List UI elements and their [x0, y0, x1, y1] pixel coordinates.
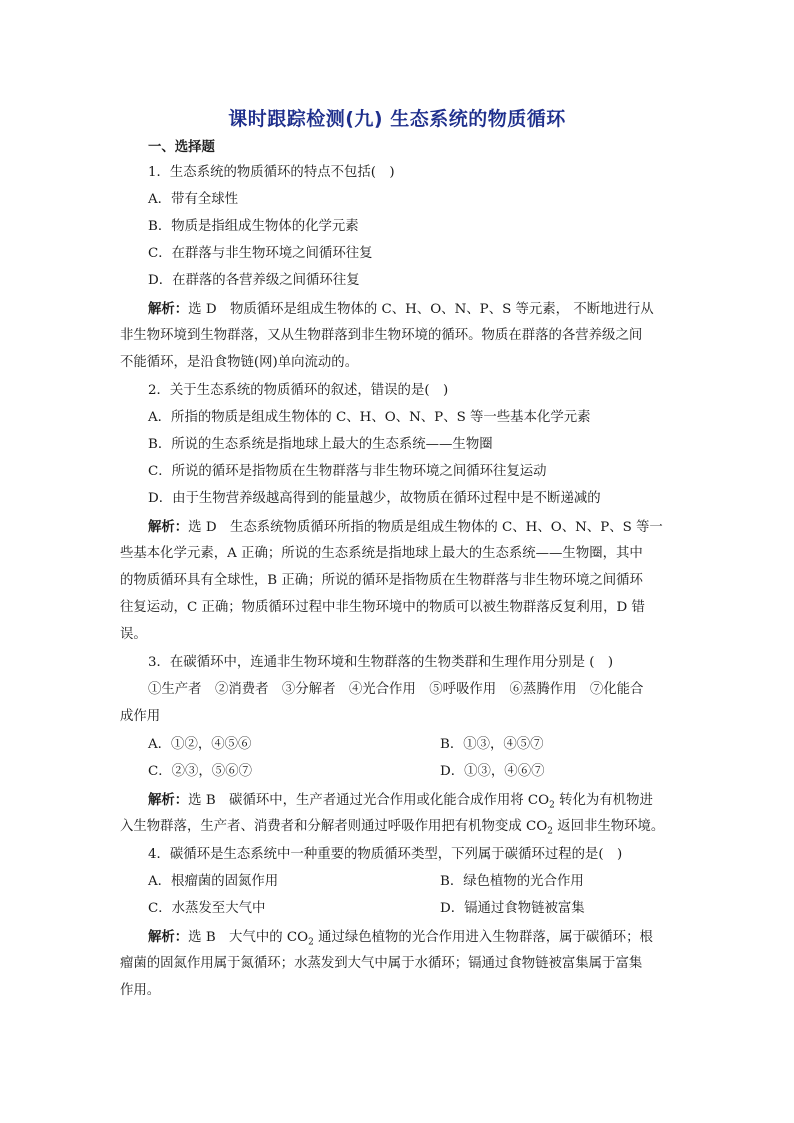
q2-analysis-line-4: 往复运动，C 正确；物质循环过程中非生物环境中的物质可以被生物群落反复利用，D 错 — [120, 600, 645, 615]
q1-analysis-line-2: 非生物环境到生物群落，又从生物群落到非生物环境的循环。物质在群落的各营养级之间 — [120, 328, 643, 343]
q1-stem: 1．生态系统的物质循环的特点不包括( ) — [148, 165, 395, 180]
q3-analysis-line-2: 入生物群落，生产者、消费者和分解者则通过呼吸作用把有机物变成 $CO_2$ 返回非生物环境。 — [120, 819, 665, 837]
q3-items-line-1: ①生产者 ②消费者 ③分解者 ④光合作用 ⑤呼吸作用 ⑥蒸腾作用 ⑦化能合 — [148, 682, 644, 697]
q3-stem: 3．在碳循环中，连通非生物环境和生物群落的生物类群和生理作用分别是 ( ) — [148, 655, 614, 670]
q3-items-line-2: 成作用 — [120, 709, 161, 724]
q3-option-c: C．②③，⑤⑥⑦ — [148, 764, 252, 779]
q1-analysis-label: 解析： — [148, 301, 189, 317]
q4-option-a: A．根瘤菌的固氮作用 — [148, 874, 279, 889]
q1-option-a: A．带有全球性 — [148, 192, 239, 207]
q4-stem: 4．碳循环是生态系统中一种重要的物质循环类型，下列属于碳循环过程的是( ) — [148, 847, 623, 862]
q1-analysis-line-1: 解析：选 D 物质循环是组成生物体的 C、H、O、N、P、S 等元素， 不断地进行从 — [148, 301, 654, 317]
q2-analysis-line-1: 解析：选 D 生态系统物质循环所指的物质是组成生物体的 C、H、O、N、P、S 等一 — [148, 519, 663, 535]
q4-analysis-line-2: 瘤菌的固氮作用属于氮循环；水蒸发到大气中属于水循环；镉通过食物链被富集属于富集 — [120, 956, 643, 971]
q1-analysis-line-3: 不能循环，是沿食物链(网)单向流动的。 — [120, 355, 359, 370]
q3-analysis-line-1: 解析：选 B 碳循环中，生产者通过光合作用或化能合成作用将 $CO_2$ 转化为有机物进 — [148, 792, 653, 811]
q4-analysis-line-1: 解析：选 B 大气中的 $CO_2$ 通过绿色植物的光合作用进入生物群落，属于碳循环；根 — [148, 929, 653, 948]
q2-option-b: B．所说的生态系统是指地球上最大的生态系统——生物圈 — [148, 437, 493, 452]
q3-option-a: A．①②，④⑤⑥ — [148, 737, 252, 752]
q1-option-d: D．在群落的各营养级之间循环往复 — [148, 273, 360, 288]
q1-option-c: C．在群落与非生物环境之间循环往复 — [148, 246, 373, 261]
q4-option-c: C．水蒸发至大气中 — [148, 901, 266, 916]
page-title: 课时跟踪检测(九) 生态系统的物质循环 — [228, 108, 566, 130]
q3-option-d: D．①③，④⑥⑦ — [440, 764, 545, 779]
q2-option-d: D．由于生物营养级越高得到的能量越少，故物质在循环过程中是不断递减的 — [148, 491, 601, 506]
q2-option-a: A．所指的物质是组成生物体的 C、H、O、N、P、S 等一些基本化学元素 — [148, 410, 591, 425]
q3-analysis-label: 解析： — [148, 792, 189, 808]
q4-option-b: B．绿色植物的光合作用 — [440, 874, 584, 889]
q2-stem: 2．关于生态系统的物质循环的叙述，错误的是( ) — [148, 383, 449, 398]
q4-option-d: D．镉通过食物链被富集 — [440, 901, 585, 916]
q2-analysis-line-3: 的物质循环具有全球性，B 正确；所说的循环是指物质在生物群落与非生物环境之间循环 — [120, 573, 643, 588]
q2-analysis-label: 解析： — [148, 519, 189, 535]
section-heading: 一、选择题 — [148, 139, 215, 155]
q3-option-b: B．①③，④⑤⑦ — [440, 737, 544, 752]
q1-option-b: B．物质是指组成生物体的化学元素 — [148, 219, 359, 234]
q2-analysis-line-2: 些基本化学元素，A 正确；所说的生态系统是指地球上最大的生态系统——生物圈，其中 — [120, 546, 643, 561]
q2-analysis-line-5: 误。 — [120, 627, 147, 642]
q2-option-c: C．所说的循环是指物质在生物群落与非生物环境之间循环往复运动 — [148, 464, 547, 479]
q4-analysis-line-3: 作用。 — [120, 983, 161, 998]
q4-analysis-label: 解析： — [148, 929, 189, 945]
